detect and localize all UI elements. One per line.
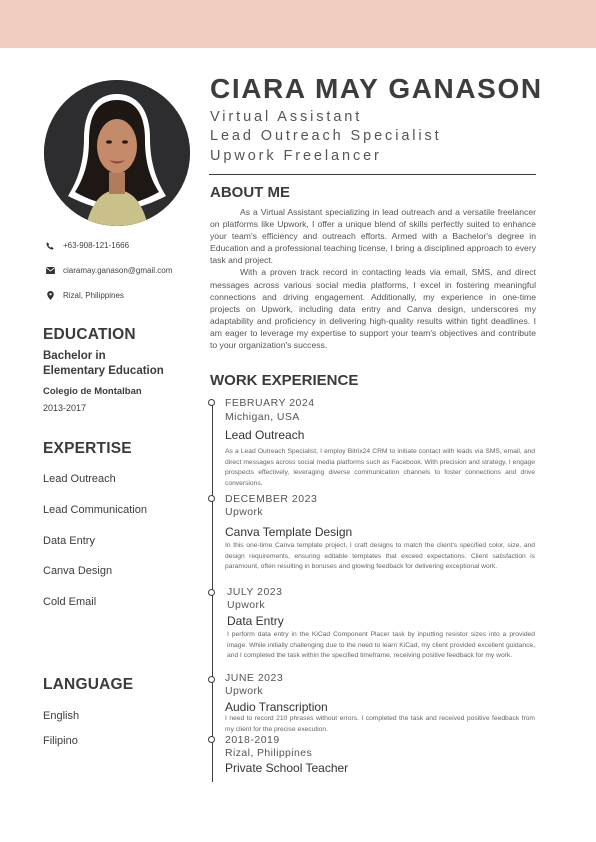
timeline-dot [208,495,215,502]
work-description: I perform data entry in the KiCad Component Placer task by inputting resistor sizes into a provided image. While initially challenging due to the need to learn KiCad, my client provided excellent guidance, and I completed the task within the specified timeframe, receiving positive feedback for my work. [227,631,535,659]
work-date: JULY 2023 [227,586,283,598]
timeline-dot [208,589,215,596]
work-description: I need to record 210 phrases without errors. I completed the task and received positive feedback from my client for the precise execution. [225,715,535,733]
contact-location [44,291,204,300]
job-title-2: Lead Outreach Specialist [210,128,442,144]
work-location: Upwork [225,685,263,697]
about-paragraph: With a proven track record in contacting leads via email, SMS, and direct messages across various social media platforms, I excel in fostering meaningful connections and driving engagement. Additionally, my experience in one-time projects on Upwork, including data entry and Canva design, underscores my adaptability and proficiency in delivering high-quality results within tight deadlines. I am eager to leverage my expertise to support your team's objectives and contribute to your organization's success. [210,267,536,351]
education-heading: EDUCATION [43,326,136,343]
about-heading: ABOUT ME [210,184,290,201]
candidate-name: CIARA MAY GANASON [210,73,543,104]
work-heading: WORK EXPERIENCE [210,372,359,389]
work-description: In this one-time Canva template project, I craft designs to match the client's specified color, size, and design requirements, ensuring editable templates that exceed expectations. Client satisfaction is paramount, often resulting in bonuses and glowing feedback for delivering exceptional work. [225,542,535,570]
phone-text: +63-908-121-1666 [63,241,130,250]
timeline-dot [208,676,215,683]
work-location: Michigan, USA [225,411,300,423]
about-text [210,206,536,351]
email-text: ciaramay.ganason@gmail.com [63,266,173,275]
work-role: Data Entry [227,614,284,628]
work-date: DECEMBER 2023 [225,493,318,505]
job-title-1: Virtual Assistant [210,109,363,125]
expertise-item: Cold Email [43,596,97,608]
work-date: FEBRUARY 2024 [225,397,315,409]
education-years: 2013-2017 [43,403,87,413]
work-location: Upwork [225,506,263,518]
about-paragraph: As a Virtual Assistant specializing in lead outreach and a versatile freelancer on platforms like Upwork, I offer a unique blend of skills perfectly suited to enhance your team's efficiency and outreach efforts. Armed with a Bachelor's degree in Education and a professional teaching license, I bring a disciplined approach to every task and project. [210,207,536,266]
work-role: Lead Outreach [225,428,305,442]
timeline-dot [208,736,215,743]
work-date: JUNE 2023 [225,672,284,684]
work-role: Canva Template Design [225,525,353,539]
school-name: Colegio de Montalban [43,386,142,397]
expertise-item: Lead Outreach [43,473,116,485]
contact-phone [44,241,204,250]
language-heading: LANGUAGE [43,676,134,693]
expertise-item: Lead Communication [43,504,147,516]
expertise-item: Data Entry [43,535,95,547]
timeline-dot [208,399,215,406]
expertise-heading: EXPERTISE [43,440,132,457]
degree-line-2: Elementary Education [43,365,164,377]
language-item: English [43,710,80,722]
location-pin-icon [44,291,56,300]
work-description: As a Lead Outreach Specialist, I employ Bitrix24 CRM to initiate contact with leads via SMS, email, and direct messages across social media platforms such as Facebook. With precision and strategy, I engage prospects effectively, leveraging diverse communication channels to foster connections and drive conversions. [225,448,535,487]
degree-line-1: Bachelor in [43,350,106,362]
work-location: Upwork [227,599,265,611]
work-location: Rizal, Philippines [225,747,313,759]
work-role: Audio Transcription [225,700,328,714]
expertise-item: Canva Design [43,565,113,577]
location-text: Rizal, Philippines [63,291,124,300]
work-role: Private School Teacher [225,761,349,775]
header-color-band [0,0,596,48]
profile-photo [44,80,190,226]
mail-icon [44,267,56,274]
contact-email [44,266,204,275]
header-divider [209,174,536,175]
job-title-3: Upwork Freelancer [210,148,382,164]
language-item: Filipino [43,735,78,747]
work-date: 2018-2019 [225,734,280,746]
phone-icon [44,242,56,250]
